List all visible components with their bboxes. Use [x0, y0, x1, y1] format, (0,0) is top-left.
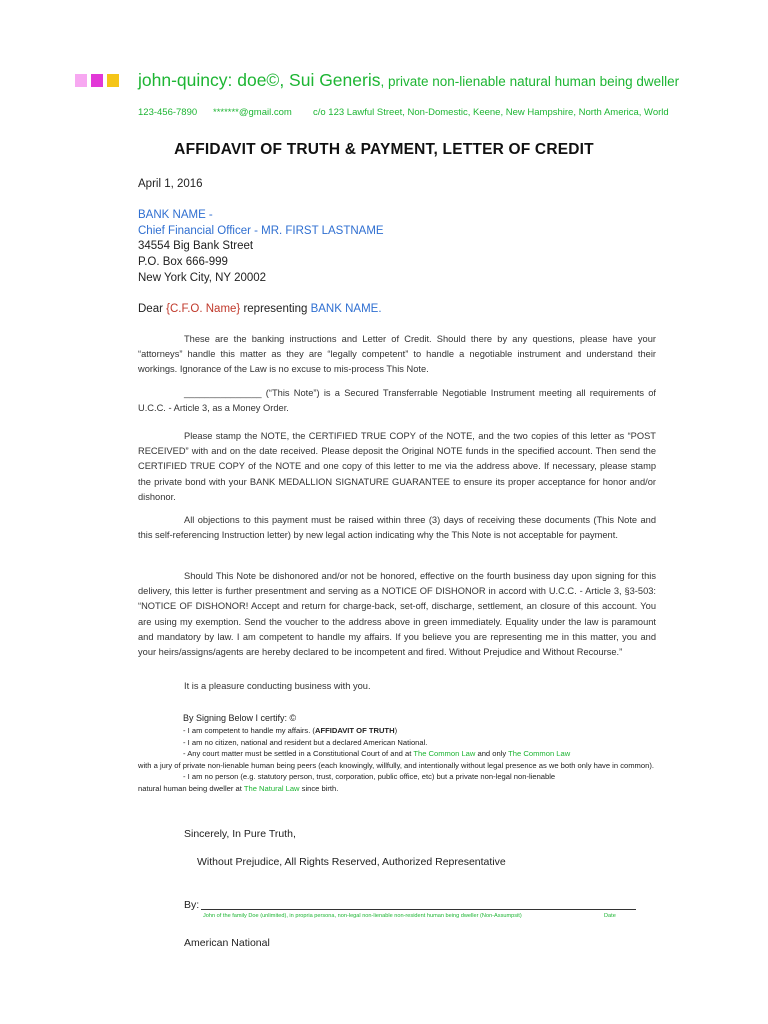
- sender-phone: 123-456-7890: [138, 107, 198, 118]
- paragraph-instructions: These are the banking instructions and Letter of Credit. Should there by any questions, please have your “attorneys” handle this matter as they are “legally competent” to handle a negotiable instrument and understand their workings. Ignorance of the Law is no excuse to mis-process This Note.: [138, 334, 656, 375]
- header-square-yellow: [107, 74, 119, 87]
- recipient-city: New York City, NY 20002: [138, 272, 267, 284]
- header-square-magenta: [91, 74, 103, 87]
- certify-item-court-cont: with a jury of private non-lienable human being peers (each knowingly, willfully, and intentionally without legal presence as we both only have in common).: [138, 760, 654, 770]
- salutation-representing: representing: [240, 303, 311, 315]
- common-law-link-2: The Common Law: [508, 749, 571, 758]
- closing-reserved: Without Prejudice, All Rights Reserved, Authorized Representative: [197, 856, 506, 868]
- salutation-bank: BANK NAME.: [310, 303, 382, 315]
- natural-law-link: The Natural Law: [243, 783, 300, 793]
- recipient-officer: Chief Financial Officer - MR. FIRST LASTNAME: [138, 225, 384, 237]
- sender-name-suffix: , private non-lienable natural human being dweller: [380, 74, 680, 89]
- sender-email: *******@gmail.com: [213, 107, 292, 118]
- sender-address: c/o 123 Lawful Street, Non-Domestic, Keene, New Hampshire, North America, World: [313, 107, 669, 118]
- certify-item-no-person: - I am no person (e.g. statutory person, trust, corporation, public office, etc) but a private non-legal non-lienable: [183, 772, 556, 781]
- sender-name: [138, 70, 679, 91]
- paragraph-dishonor: Should This Note be dishonored and/or not be honored, effective on the fourth business day upon signing for this delivery, this letter is further presentment and serving as a NOTICE OF DISHONOR in accord with U.C.C. - Article 3, §3-503: “NOTICE OF DISHONOR! Accept and return for charge-back, set-off, discharge, settlement, an closure of this account. You are using my exemption. Send the voucher to the address above in green immediately. Equality under the law is paramount and mandatory by law. I am competent to handle my affairs. If you believe you are representing me in this matter, you and your heirs/assigns/agents are hereby declared to be incompetent and fired. Without Prejudice and Without Recourse.”: [138, 571, 656, 658]
- certify-item-no-person-cont: natural human being dweller at The Natural Law since birth.: [138, 783, 339, 793]
- letter-date: April 1, 2016: [138, 178, 203, 190]
- signature-date-label: Date: [604, 913, 616, 919]
- signature-line: [201, 909, 636, 910]
- paragraph-objections: All objections to this payment must be raised within three (3) days of receiving these documents (This Note and this self-referencing Instruction letter) by new legal action indicating why the This Note is not acceptable for payment.: [138, 515, 656, 541]
- certify-item-national: - I am no citizen, national and resident but a declared American National.: [183, 737, 428, 747]
- pleasure-line: It is a pleasure conducting business with you.: [184, 681, 371, 691]
- certify-item-competent: - I am competent to handle my affairs. (AFFIDAVIT OF TRUTH): [183, 726, 398, 735]
- salutation: [138, 303, 382, 315]
- salutation-dear: Dear: [138, 303, 167, 315]
- certification-block: [138, 711, 656, 794]
- recipient-po-box: P.O. Box 666-999: [138, 256, 228, 268]
- certify-intro: By Signing Below I certify: ©: [183, 713, 297, 723]
- document-title: AFFIDAVIT OF TRUTH & PAYMENT, LETTER OF CREDIT: [174, 141, 594, 158]
- salutation-cfo: {C.F.O. Name}: [166, 303, 241, 315]
- common-law-link-1: The Common Law: [413, 749, 476, 758]
- header-square-pink: [75, 74, 87, 87]
- signature-caption: John of the family Doe (unlimited), in propria persona, non-legal non-lienable non-resident human being dweller (Non-Assumpsit): [203, 913, 522, 919]
- by-label: By:: [184, 899, 200, 911]
- recipient-street: 34554 Big Bank Street: [138, 240, 254, 252]
- paragraph-note-definition: _______________ (“This Note”) is a Secured Transferrable Negotiable Instrument meeting all requirements of U.C.C. - Article 3, as a Money Order.: [138, 388, 656, 414]
- recipient-bank: BANK NAME -: [138, 209, 213, 221]
- signer-title: American National: [184, 937, 270, 949]
- sender-name-main: john-quincy: doe©, Sui Generis: [138, 70, 381, 90]
- closing-sincerely: Sincerely, In Pure Truth,: [184, 828, 296, 840]
- certify-item-court: - Any court matter must be settled in a Constitutional Court of and at The Common Law and only The Common Law: [183, 749, 571, 758]
- paragraph-stamp-instructions: Please stamp the NOTE, the CERTIFIED TRUE COPY of the NOTE, and the two copies of this letter as “POST RECEIVED” with and on the date received. Please deposit the Original NOTE funds in the specified account. Then send the CERTIFIED TRUE COPY of the NOTE and one copy of this letter to me via the address above. If necessary, please stamp the private bond with your BANK MEDALLION SIGNATURE GUARANTEE to ensure its proper acceptance for honor and/or dishonor.: [138, 431, 656, 502]
